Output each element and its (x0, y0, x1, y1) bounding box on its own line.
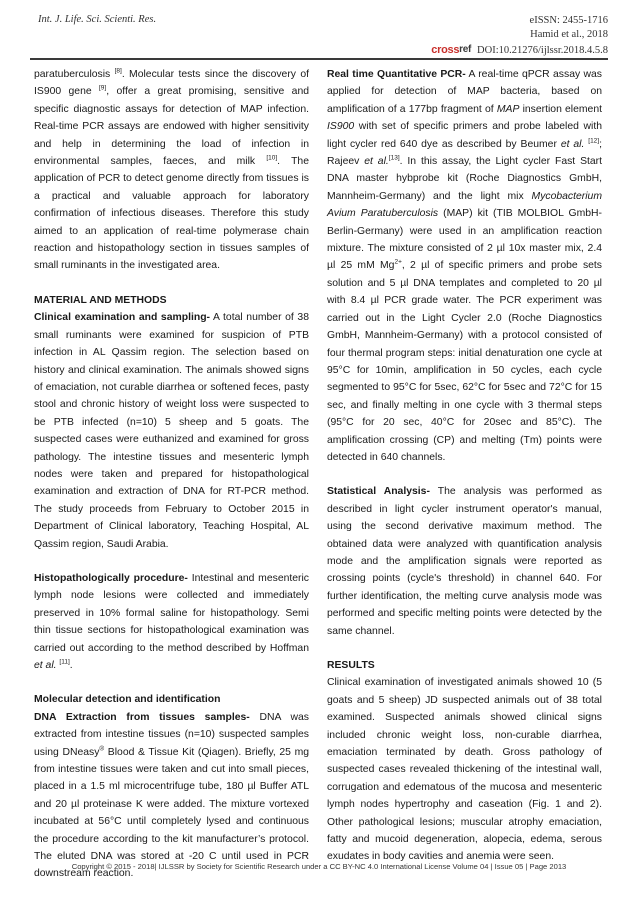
dna-paragraph (34, 709, 309, 883)
left-column (34, 66, 309, 883)
italic-term: MAP (496, 103, 520, 115)
text: . Molecular tests since the discovery of IS900 gene (34, 69, 309, 98)
text: . In this assay, the Light cycler Fast Start DNA master hybprobe kit (Roche Diagnostics GmbH, Mannheim-Germany) and the light mix (327, 156, 603, 202)
citation-ref[interactable]: [9] (98, 84, 107, 92)
species-name: Mycobacterium Avium Paratuberculosis (327, 190, 602, 220)
author-citation: Hamid et al., 2018 (530, 29, 608, 40)
intro-paragraph (34, 66, 309, 275)
text: insertion element (519, 103, 602, 115)
results-heading: RESULTS (327, 660, 375, 671)
footer-copyright: Copyright © 2015 - 2018| IJLSSR by Society for Scientific Research under a CC BY-NC 4.0 International License Volume 04 | Issue 05 | Page 2013 (71, 862, 567, 871)
text: (MAP) kit (TIB MOLBIOL GmbH-Berlin-Germany) were used in an amplification reaction mixture. The mixture consisted of 2 µl 10x master mix, 2.4 µl 25 mM Mg (327, 208, 602, 272)
text: The analysis was performed as described in light cycler instrument operator's manual, using the second derivative maximum method. The obtained data were analyzed with quantification analysis mode and the amplification signals were reported as crossing points (cycle's threshold) in channel 640. For further identification, the melting curve analysis mode was performed and specific melting points were detected by the same channel. (327, 486, 602, 637)
crossref-logo[interactable] (431, 44, 471, 56)
registered-mark: ® (99, 745, 105, 753)
text: with set of specific primers and probe labeled with light cycler red 640 dye as described by Beumer (327, 121, 602, 150)
stat-label: Statistical Analysis- (327, 486, 430, 498)
text: . (69, 660, 73, 671)
header-rule (30, 58, 608, 60)
text: Intestinal and mesenteric lymph node lesions were collected and immediately preserved in 10% formal saline for histopathology. Semi thin tissue sections for histopathological examination was carried out according to the method described by Hoffman (34, 572, 310, 654)
et-al: et al. (34, 660, 57, 671)
doi-row (431, 44, 608, 56)
text: ; Rajeev (327, 138, 602, 168)
eissn: eISSN: 2455-1716 (529, 15, 608, 26)
crossref-main: cross (431, 44, 460, 56)
citation-ref[interactable]: [11] (59, 658, 70, 666)
text: A real-time qPCR assay was applied for detection of MAP bacteria, based on amplification of a 177bp fragment of (327, 69, 602, 115)
et-al: et al. (560, 138, 585, 150)
rtpcr-paragraph (327, 66, 602, 466)
molecular-heading: Molecular detection and identification (34, 694, 221, 706)
clinical-label: Clinical examination and sampling- (34, 312, 210, 324)
text: . The application of PCR to detect genome directly from tissues is a practical and valuable approach for laboratory confirmation of infectious diseases. Therefore this study aimed to an application of real-time polymerase chain reaction and histopathology section in tissues samples of small ruminants in the investigated area. (34, 156, 309, 272)
superscript: 2+ (394, 259, 402, 266)
rtpcr-label: Real time Quantitative PCR- (327, 69, 466, 80)
text: A total number of 38 small ruminants were examined for suspicion of PTB infection in AL Qassim region. The selection based on history and clinical examination. The animals showed signs of emaciation, not curable diarrhea or softened feces, pasty stool and chronic history of weight loss were suspected to be PTB infected (n=10) 5 sheep and 5 goats. The suspected cases were euthanized and examined for gross pathology. The intestine tissues and mesenteric lymph nodes were taken and prepared for histopathological examination and extraction of DNA for RT-PCR method. The study proceeds from February to October 2015 in Department of Clinical laboratory, Teaching Hospital, AL Qassim region, Saudi Arabia. (34, 312, 309, 550)
text: DNA was extracted from intestine tissues (n=10) suspected samples using DNeasy (34, 711, 309, 758)
text: Blood & Tissue Kit (Qiagen). Briefly, 25 mg from intestine tissues were taken and cut into small pieces, placed in a 1.5 ml microcentrifuge tube, 180 µl Buffer ATL and 20 µl proteinase K were added. The mixture vortexed incubated at 56°C until completely lysed and continuous the procedure according to the kit manufacturer’s protocol. The eluted DNA was stored at -20 C until used in PCR downstream reaction. (34, 746, 309, 880)
histo-paragraph (34, 570, 309, 674)
text: paratuberculosis (34, 69, 115, 80)
right-column (327, 66, 602, 866)
text: , offer a great promising, sensitive and specific diagnostic assays for detection of MAP infection. Real-time PCR assays are endowed with higher sensitivity and help in determining the load of infection in environmental samples, faeces, and milk (34, 86, 309, 168)
results-paragraph: Clinical examination of investigated animals showed 10 (5 goats and 5 sheep) JD suspected animals out of 38 total examined. Suspected animals showed clinical signs included chronic weight loss, non-curable diarrhea, emaciation terminated by death. Gross pathology of suspected cases revealed thickening of the intestinal wall, corrugation and edematous of the mucosa and mesenteric lymph nodes hypertrophy and caseation (Fig. 1 and 2). Other pathological lesions; muscular atrophy emaciation, fatty and mucoid degeneration, alopecia, edema, serous exudates in body cavities and anemia were seen. (327, 677, 602, 863)
citation-ref[interactable]: [8] (114, 67, 122, 75)
header-right (530, 14, 608, 42)
methods-heading: MATERIAL AND METHODS (34, 294, 167, 306)
citation-ref[interactable]: [12] (588, 137, 600, 145)
text: , 2 µl of specific primers and probe sets solution and 5 µl DNA templates and completed to 20 µl with 8.4 µl PCR grade water. The PCR experiment was carried out in the Light Cycler 2.0 (Roche Diagnostics GmbH, Mannheim-Germany) with a protocol consisted of four thermal program steps: initial denaturation one cycle at 95°C for 10min, amplification in 50 cycles, each cycle segmented to 95°C for 5sec, 62°C for 5sec and 72°C for 15 sec, and finally melting in one cycle with 3 thermal steps (95°C for 20 sec, 40°C for 20sec and 85°C). The amplification crossing (CP) and melting (Tm) points were detected in 640 channels. (327, 260, 602, 463)
clinical-paragraph (34, 309, 309, 553)
crossref-sup: ref (459, 44, 472, 55)
et-al: et al. (364, 156, 389, 168)
dna-label: DNA Extraction from tissues samples- (34, 711, 250, 723)
citation-ref[interactable]: [13] (388, 154, 400, 162)
doi-link[interactable]: DOI:10.21276/ijlssr.2018.4.5.8 (477, 44, 608, 56)
journal-title: Int. J. Life. Sci. Scienti. Res. (38, 14, 157, 25)
italic-term: IS900 (327, 121, 355, 133)
stat-paragraph (327, 483, 602, 640)
histo-label: Histopathologically procedure- (34, 572, 188, 584)
citation-ref[interactable]: [10] (266, 154, 278, 162)
